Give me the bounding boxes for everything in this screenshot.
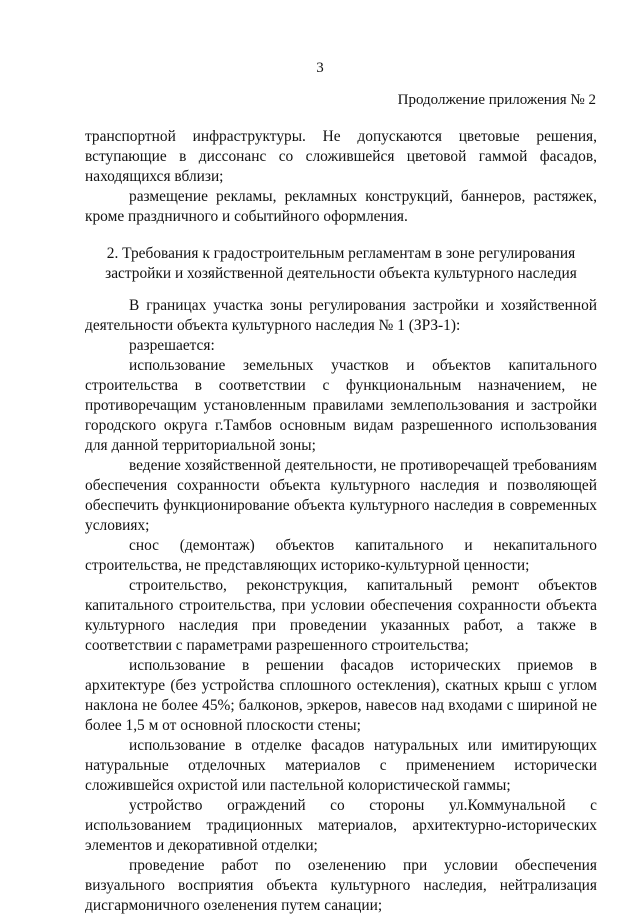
paragraph-transport-infrastructure: транспортной инфраструктуры. Не допускаются цветовые решения, вступающие в диссонанс со сложившейся цветовой гаммой фасадов, находящихся вблизи; bbox=[85, 128, 597, 185]
paragraph-land-use: использование земельных участков и объектов капитального строительства в соответствии с функциональным назначением, не противоречащим установленным правилами землепользования и застройки городского округа г.Тамбов основным видам разрешенного использования для данной территориальной зоны; bbox=[85, 357, 597, 454]
paragraph-economic-activity: ведение хозяйственной деятельности, не противоречащей требованиям обеспечения сохранности объекта культурного наследия и позволяющей обеспечить функционирование объекта культурного наследия в современных условиях; bbox=[85, 457, 597, 534]
page-number: 3 bbox=[316, 60, 324, 76]
paragraph-demolition: снос (демонтаж) объектов капитального и некапитального строительства, не представляющих историко-культурной ценности; bbox=[85, 537, 597, 574]
paragraph-advertising: размещение рекламы, рекламных конструкций, баннеров, растяжек, кроме праздничного и событийного оформления. bbox=[85, 188, 597, 225]
appendix-continuation-note: Продолжение приложения № 2 bbox=[397, 92, 596, 108]
paragraph-permitted-label: разрешается: bbox=[129, 337, 215, 354]
paragraph-fences: устройство ограждений со стороны ул.Коммунальной с использованием традиционных материалов, архитектурно-исторических элементов и декоративной отделки; bbox=[85, 797, 597, 854]
paragraph-zone-intro: В границах участка зоны регулирования застройки и хозяйственной деятельности объекта культурного наследия № 1 (ЗРЗ-1): bbox=[85, 297, 597, 334]
document-body bbox=[85, 127, 597, 916]
section-heading: 2. Требования к градостроительным регламентам в зоне регулирования застройки и хозяйственной деятельности объекта культурного наследия bbox=[105, 245, 577, 282]
paragraph-landscaping: проведение работ по озеленению при условии обеспечения визуального восприятия объекта культурного наследия, нейтрализация дисгармоничного озеленения путем санации; bbox=[85, 857, 597, 914]
paragraph-facade-techniques: использование в решении фасадов исторических приемов в архитектуре (без устройства сплошного остекления), скатных крыш с углом наклона не более 45%; балконов, эркеров, навесов над входами с шириной не более 1,5 м от основной плоскости стены; bbox=[85, 657, 597, 734]
paragraph-facade-materials: использование в отделке фасадов натуральных или имитирующих натуральные отделочных материалов с применением исторически сложившейся охристой или пастельной колористической гаммы; bbox=[85, 737, 597, 794]
paragraph-construction: строительство, реконструкция, капитальный ремонт объектов капитального строительства, при условии обеспечения сохранности объекта культурного наследия при проведении указанных работ, а также в соответствии с параметрами разрешенного строительства; bbox=[85, 577, 597, 654]
